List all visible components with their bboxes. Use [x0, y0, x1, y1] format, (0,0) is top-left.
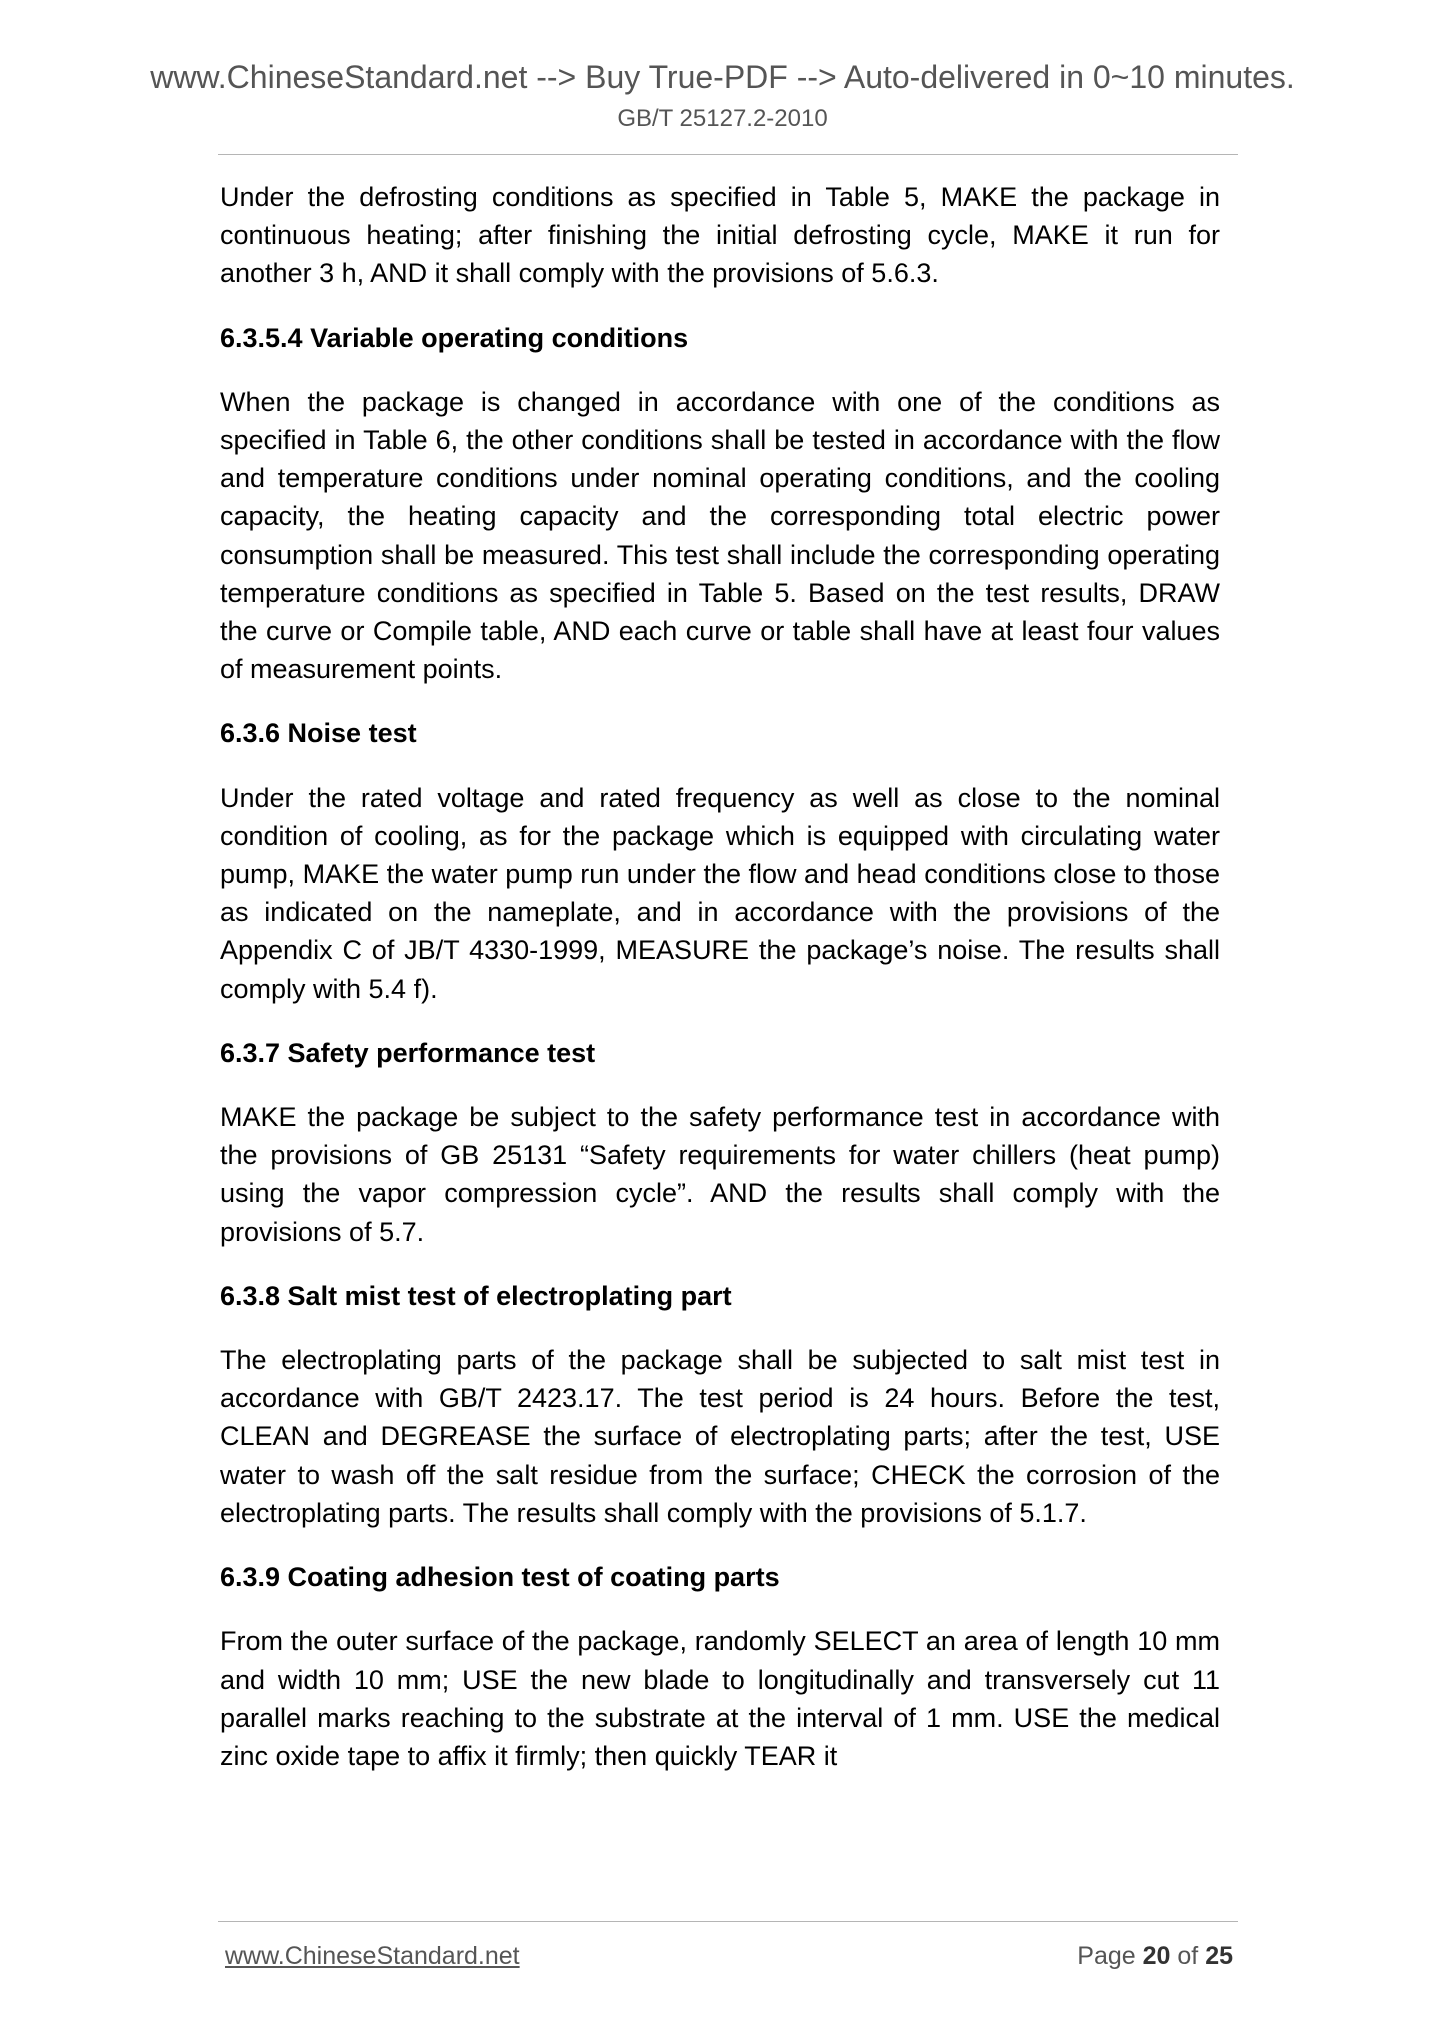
- page-prefix: Page: [1077, 1942, 1136, 1970]
- page-body: [220, 178, 1220, 1775]
- section-text-6-3-7: MAKE the package be subject to the safety performance test in accordance with the provisions of GB 25131 “Safety requirements for water chillers (heat pump) using the vapor compression cycle”. AND the results shall comply with the provisions of 5.7.: [220, 1102, 1220, 1247]
- section-heading-6-3-5-4: 6.3.5.4 Variable operating conditions: [220, 322, 689, 353]
- intro-paragraph: Under the defrosting conditions as specified in Table 5, MAKE the package in continuous heating; after finishing the initial defrosting cycle, MAKE it run for another 3 h, AND it shall comply with the provisions of 5.6.3.: [220, 182, 1220, 289]
- section-text-6-3-9: From the outer surface of the package, randomly SELECT an area of length 10 mm and width 10 mm; USE the new blade to longitudinally and transversely cut 11 parallel marks reaching to the substrate at the interval of 1 mm. USE the medical zinc oxide tape to affix it firmly; then quickly TEAR it: [220, 1626, 1220, 1771]
- page-current: 20: [1142, 1942, 1171, 1970]
- section-text-6-3-5-4: When the package is changed in accordance with one of the conditions as specified in Table 6, the other conditions shall be tested in accordance with the flow and temperature conditions under nominal operating conditions, and the cooling capacity, the heating capacity and the corresponding total electric power consumption shall be measured. This test shall include the corresponding operating temperature conditions as specified in Table 5. Based on the test results, DRAW the curve or Compile table, AND each curve or table shall have at least four values of measurement points.: [220, 386, 1220, 685]
- section-heading-6-3-9: 6.3.9 Coating adhesion test of coating parts: [220, 1562, 780, 1593]
- section-text-6-3-6: Under the rated voltage and rated frequency as well as close to the nominal condition of cooling, as for the package which is equipped with circulating water pump, MAKE the water pump run under the flow and head conditions close to those as indicated on the nameplate, and in accordance with the provisions of the Appendix C of JB/T 4330-1999, MEASURE the package’s noise. The results shall comply with 5.4 f).: [220, 782, 1220, 1004]
- footer-site-link[interactable]: www.ChineseStandard.net: [225, 1942, 520, 1970]
- section-heading-6-3-8: 6.3.8 Salt mist test of electroplating part: [220, 1280, 732, 1311]
- standard-number: GB/T 25127.2-2010: [617, 105, 828, 132]
- page-total: 25: [1205, 1942, 1233, 1970]
- footer-divider: [218, 1921, 1238, 1922]
- header-banner: www.ChineseStandard.net --> Buy True-PDF --> Auto-delivered in 0~10 minutes.: [150, 59, 1295, 95]
- page-indicator: [1077, 1940, 1233, 1972]
- section-text-6-3-8: The electroplating parts of the package shall be subjected to salt mist test in accordance with GB/T 2423.17. The test period is 24 hours. Before the test, CLEAN and DEGREASE the surface of electroplating parts; after the test, USE water to wash off the salt residue from the surface; CHECK the corrosion of the electroplating parts. The results shall comply with the provisions of 5.1.7.: [220, 1345, 1220, 1528]
- page-of: of: [1177, 1942, 1199, 1970]
- section-heading-6-3-7: 6.3.7 Safety performance test: [220, 1037, 596, 1068]
- header-divider: [218, 154, 1238, 155]
- section-heading-6-3-6: 6.3.6 Noise test: [220, 718, 417, 749]
